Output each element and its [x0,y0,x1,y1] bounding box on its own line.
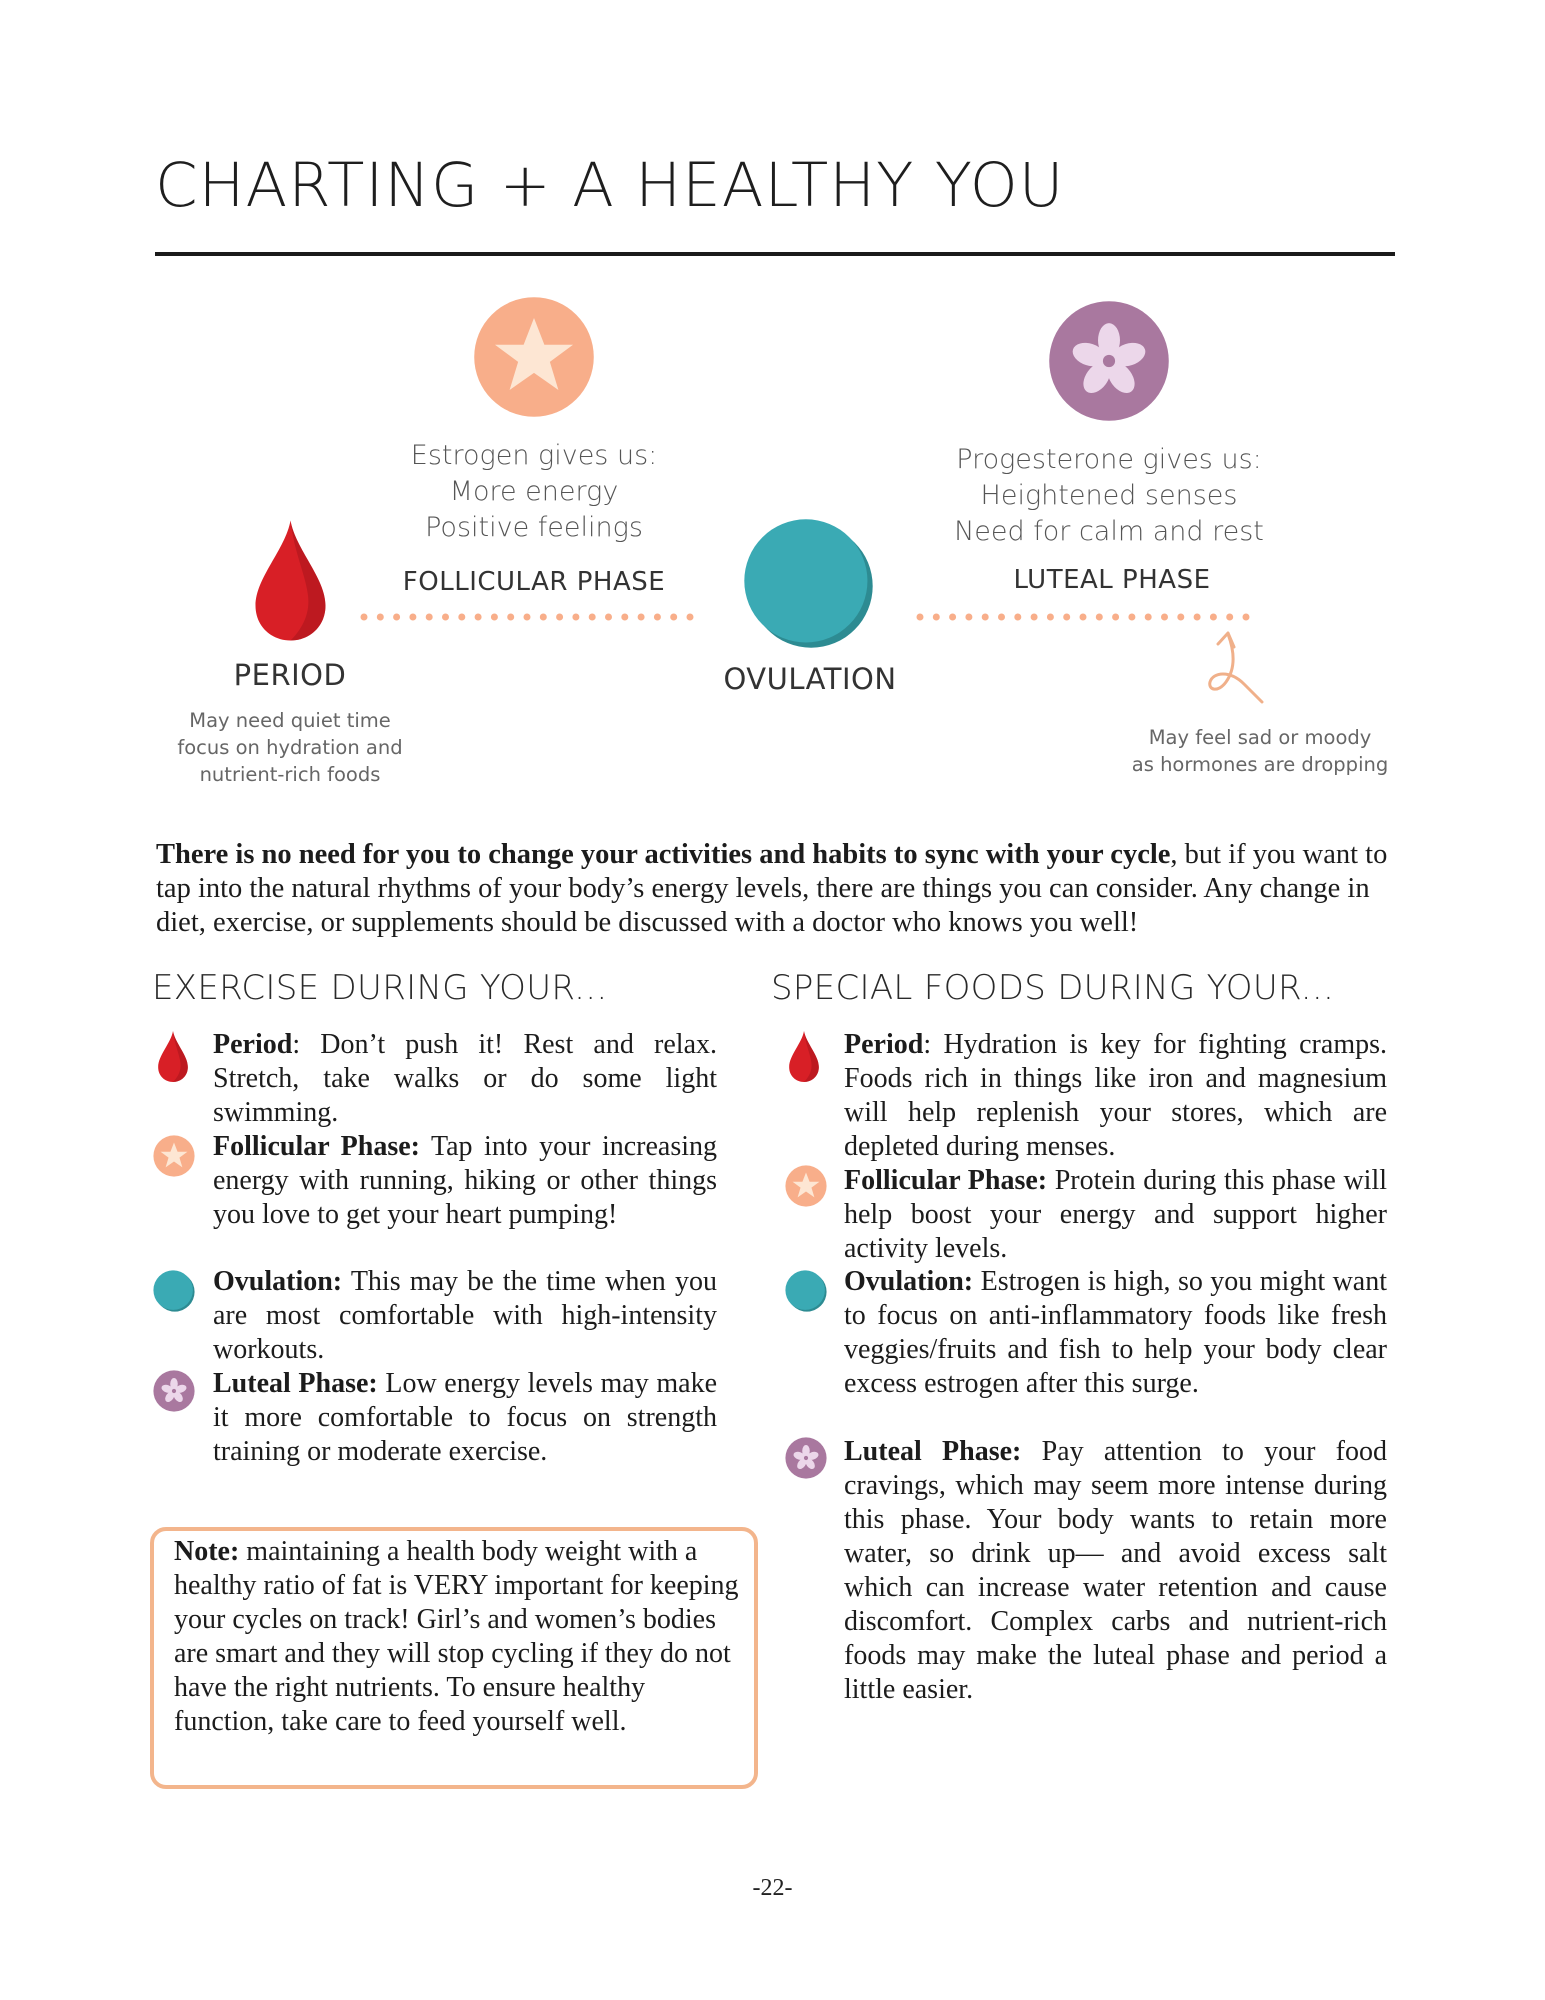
luteal-phase-label: LUTEAL PHASE [1013,565,1211,595]
item-term: Follicular Phase: [213,1131,420,1162]
estrogen-line: More energy [449,476,619,507]
star-icon [785,1165,827,1207]
mood-note-line: May feel sad or moody [1148,726,1372,749]
period-note [150,707,430,788]
note-text [174,1535,749,1739]
intro-bold: There is no need for you to change your activities and habits to sync with your cycle [156,839,1171,870]
title-divider [155,252,1395,256]
estrogen-line: Positive feelings [425,512,643,543]
intro-paragraph [156,838,1416,940]
period-note-line: May need quiet time [189,709,391,732]
blood-drop-icon [157,1030,189,1083]
item-text: This may be the time when you are most comfortable with high-intensity workouts. [213,1266,717,1365]
teal-circle-icon [785,1270,827,1312]
item-term: Luteal Phase: [213,1368,378,1399]
ovulation-teal-circle-icon [743,518,874,649]
item-text: Pay attention to your food cravings, which may seem more intense during this phase. Your body wants to retain more water, so drink up— and avoid excess salt which can increase water retention and cause discomfort. Complex carbs and nutrient-rich foods may make the luteal phase and period a little easier. [844,1436,1387,1705]
period-note-line: nutrient-rich foods [199,763,381,786]
period-note-line: focus on hydration and [177,736,403,759]
item-text: Don’t push it! Rest and relax. Stretch, take walks or do some light swimming. [213,1029,717,1128]
flower-icon [153,1370,195,1412]
ovulation-label: OVULATION [723,662,897,696]
exercise-item-luteal [213,1367,717,1469]
estrogen-blurb [384,438,684,546]
item-term: Follicular Phase: [844,1165,1048,1196]
blood-drop-icon [788,1030,820,1083]
follicular-dotted-line [360,610,710,624]
down-arrow-icon [1200,630,1270,706]
exercise-item-follicular [213,1130,717,1232]
star-icon [153,1135,195,1177]
mood-note [1110,724,1410,778]
item-term: Ovulation: [844,1266,974,1297]
teal-circle-icon [153,1270,195,1312]
follicular-phase-label: FOLLICULAR PHASE [402,567,666,597]
star-icon [473,296,595,418]
item-sep: : [923,1029,932,1060]
item-term: Period [213,1029,293,1060]
foods-item-luteal [844,1435,1387,1707]
item-term: Ovulation: [213,1266,343,1297]
foods-item-ovulation [844,1265,1387,1401]
blood-drop-icon [253,518,328,643]
estrogen-heading: Estrogen gives us: [410,440,658,471]
exercise-heading: EXERCISE DURING YOUR... [152,968,608,1008]
note-bold: Note: [174,1536,240,1567]
progesterone-blurb [934,442,1284,550]
progesterone-heading: Progesterone gives us: [956,444,1262,475]
item-text: Low energy levels may make it more comfortable to focus on strength training or moderate exercise. [213,1368,717,1467]
foods-item-follicular [844,1164,1387,1266]
note-body: maintaining a health body weight with a healthy ratio of fat is VERY important for keeping your cycles on track! Girl’s and women’s bodies are smart and they will stop cycling if they do not have the right nutrients. To ensure healthy function, take care to feed yourself well. [174,1536,739,1737]
progesterone-line: Need for calm and rest [954,516,1264,547]
luteal-dotted-line [916,610,1266,624]
progesterone-line: Heightened senses [980,480,1238,511]
exercise-item-ovulation [213,1265,717,1367]
flower-icon [1048,300,1170,422]
page-title: CHARTING + A HEALTHY YOU [155,150,1065,221]
page-number: -22- [752,1875,793,1901]
period-label: PERIOD [233,658,347,692]
item-text: Protein during this phase will help boost your energy and support higher activity levels. [844,1165,1387,1264]
flower-icon [785,1437,827,1479]
foods-heading: SPECIAL FOODS DURING YOUR... [771,968,1335,1008]
intro-rest: , but if you want to tap into the natural rhythms of your body’s energy levels, there are things you can consider. Any change in diet, exercise, or supplements should be discussed with a doctor who knows you well! [156,839,1388,938]
item-sep: : [292,1029,301,1060]
item-term: Period [844,1029,924,1060]
item-term: Luteal Phase: [844,1436,1022,1467]
item-text: Hydration is key for fighting cramps. Foods rich in things like iron and magnesium will help replenish your stores, which are depleted during menses. [844,1029,1387,1162]
mood-note-line: as hormones are dropping [1131,753,1389,776]
item-text: Estrogen is high, so you might want to focus on anti-inflammatory foods like fresh veggies/fruits and fish to help your body clear excess estrogen after this surge. [844,1266,1387,1399]
item-text: Tap into your increasing energy with running, hiking or other things you love to get your heart pumping! [213,1131,718,1230]
foods-item-period [844,1028,1387,1164]
exercise-item-period [213,1028,717,1130]
